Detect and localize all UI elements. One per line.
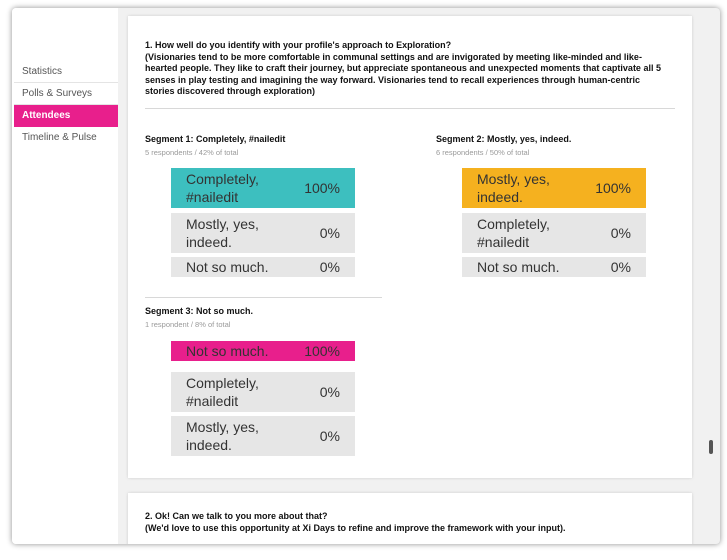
segment-1-answer-1[interactable] [171, 168, 355, 208]
answer-percent: 0% [319, 384, 340, 400]
sidebar-nav [14, 61, 118, 149]
segment-1-title: Segment 1: Completely, #nailedit [145, 134, 286, 144]
answer-label-line2: #nailedit [477, 234, 530, 250]
answer-label-line1: Completely, [186, 171, 259, 187]
question-1-description-line-3: senses in play testing and imagining the way forward. Visionaries tend to recall experiences through human-centric [145, 74, 640, 85]
question-1-description-line-2: hearted people. They like to craft their journey, but appreciate spontaneous and unexpected moments that captivate all 5 [145, 63, 661, 73]
answer-label: Not so much. [477, 259, 560, 275]
question-2-description: (We'd love to use this opportunity at Xi Days to refine and improve the framework with your input). [145, 522, 566, 533]
answer-percent: 100% [304, 343, 340, 359]
segment-2-answer-2[interactable] [462, 213, 646, 253]
answer-label-line1: Completely, [186, 375, 259, 391]
segment-1-header [145, 134, 285, 157]
answer-label-line2: indeed. [477, 189, 523, 205]
question-2-text [145, 511, 680, 534]
question-card-2 [128, 493, 692, 544]
sidebar-item-timeline-pulse[interactable]: Timeline & Pulse [22, 132, 97, 143]
segment-3-answer-1[interactable] [171, 341, 355, 361]
segment-3-subtitle: 1 respondent / 8% of total [145, 320, 231, 329]
answer-label-line1: Completely, [477, 216, 550, 232]
answer-label: Not so much. [186, 259, 269, 275]
segment-1-answer-2[interactable] [171, 213, 355, 253]
answer-percent: 100% [595, 180, 631, 196]
segment-3-answer-3[interactable] [171, 416, 355, 456]
question-card-1 [128, 16, 692, 478]
answer-percent: 0% [319, 225, 340, 241]
answer-percent: 0% [610, 259, 631, 275]
answer-label-line2: #nailedit [186, 393, 239, 409]
answer-percent: 0% [319, 259, 340, 275]
segment-2-subtitle: 6 respondents / 50% of total [436, 148, 530, 157]
question-1-title: 1. How well do you identify with your profile's approach to Exploration? [145, 40, 452, 50]
segment-1-answer-3[interactable] [171, 257, 355, 277]
sidebar-item-attendees[interactable]: Attendees [14, 105, 118, 127]
answer-label: Not so much. [186, 343, 269, 359]
segment-2-answer-1[interactable] [462, 168, 646, 208]
segment-2-header [436, 134, 571, 157]
segment-1-subtitle: 5 respondents / 42% of total [145, 148, 239, 157]
segment-3-header [145, 306, 253, 329]
segment-3-title: Segment 3: Not so much. [145, 306, 254, 316]
divider [145, 108, 675, 109]
answer-percent: 100% [304, 180, 340, 196]
answer-label-line2: indeed. [186, 234, 232, 250]
answer-label-line1: Mostly, yes, [186, 419, 259, 435]
segment-3-answer-2[interactable] [171, 372, 355, 412]
divider [145, 297, 382, 298]
answer-label-line2: indeed. [186, 437, 232, 453]
answer-label-line1: Mostly, yes, [477, 171, 550, 187]
answer-label-line1: Mostly, yes, [186, 216, 259, 232]
app-window [12, 8, 720, 544]
scrollbar-thumb[interactable] [709, 440, 713, 454]
answer-percent: 0% [319, 428, 340, 444]
answer-percent: 0% [610, 225, 631, 241]
segment-2-title: Segment 2: Mostly, yes, indeed. [436, 134, 572, 144]
sidebar [12, 8, 118, 544]
question-1-description-line-1: (Visionaries tend to be more comfortable in communal settings and are invigorated by meeting like-minded and like- [145, 51, 642, 62]
answer-label-line2: #nailedit [186, 189, 239, 205]
question-1-text [145, 40, 680, 98]
question-2-title: 2. Ok! Can we talk to you more about that? [145, 511, 328, 521]
question-1-description-line-4: stories discovered through exploration) [145, 86, 316, 96]
sidebar-item-polls-surveys[interactable]: Polls & Surveys [14, 83, 118, 105]
segment-2-answer-3[interactable] [462, 257, 646, 277]
sidebar-item-statistics[interactable]: Statistics [14, 61, 118, 83]
